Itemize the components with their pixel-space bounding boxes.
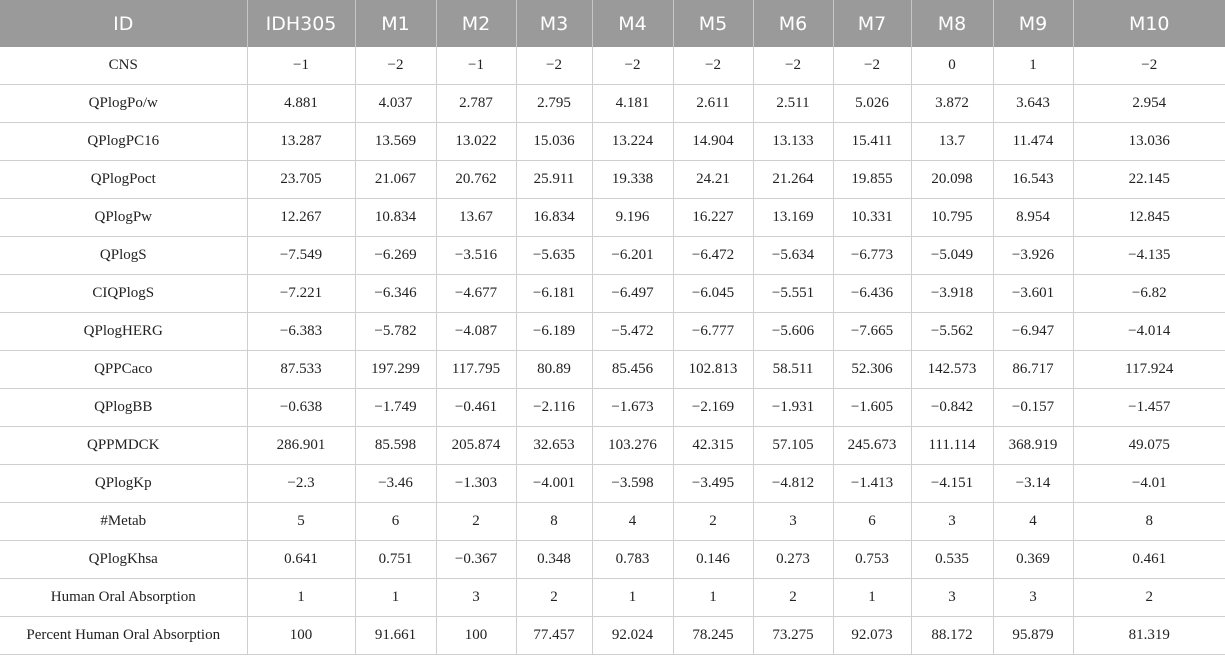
table-cell: 0.273 — [753, 541, 833, 579]
table-cell: 92.073 — [833, 617, 911, 655]
table-cell: 6 — [833, 503, 911, 541]
table-row — [0, 85, 1225, 123]
table-cell: 12.845 — [1073, 199, 1225, 237]
table-cell: 4 — [592, 503, 673, 541]
table-cell: 3 — [911, 503, 993, 541]
table-cell: 3 — [911, 579, 993, 617]
table-cell: 2 — [753, 579, 833, 617]
table-cell: −1.749 — [355, 389, 436, 427]
table-cell: 142.573 — [911, 351, 993, 389]
table-row — [0, 465, 1225, 503]
table-row — [0, 579, 1225, 617]
table-cell: 6 — [355, 503, 436, 541]
table-cell: 2.787 — [436, 85, 516, 123]
table-cell: −5.635 — [516, 237, 592, 275]
table-cell: −6.181 — [516, 275, 592, 313]
table-cell: −1.673 — [592, 389, 673, 427]
table-cell: −0.842 — [911, 389, 993, 427]
table-cell: 2.511 — [753, 85, 833, 123]
table-cell: −5.782 — [355, 313, 436, 351]
table-cell: 4.881 — [247, 85, 355, 123]
row-label-cell: CNS — [0, 47, 247, 85]
table-cell: −0.638 — [247, 389, 355, 427]
table-row — [0, 313, 1225, 351]
table-cell: 21.264 — [753, 161, 833, 199]
table-cell: 25.911 — [516, 161, 592, 199]
table-cell: 245.673 — [833, 427, 911, 465]
table-cell: −6.201 — [592, 237, 673, 275]
table-cell: 0.783 — [592, 541, 673, 579]
table-cell: 111.114 — [911, 427, 993, 465]
row-label-cell: Percent Human Oral Absorption — [0, 617, 247, 655]
table-cell: −2.116 — [516, 389, 592, 427]
table-cell: 23.705 — [247, 161, 355, 199]
table-cell: −3.918 — [911, 275, 993, 313]
table-cell: −3.14 — [993, 465, 1073, 503]
table-cell: 2 — [673, 503, 753, 541]
table-cell: 85.598 — [355, 427, 436, 465]
table-cell: 13.022 — [436, 123, 516, 161]
table-cell: 13.133 — [753, 123, 833, 161]
table-cell: −4.135 — [1073, 237, 1225, 275]
table-cell: 42.315 — [673, 427, 753, 465]
table-cell: 16.227 — [673, 199, 753, 237]
table-cell: 87.533 — [247, 351, 355, 389]
row-label-cell: QPlogBB — [0, 389, 247, 427]
table-cell: −7.549 — [247, 237, 355, 275]
table-cell: 117.924 — [1073, 351, 1225, 389]
table-cell: −3.601 — [993, 275, 1073, 313]
table-cell: −5.472 — [592, 313, 673, 351]
table-cell: −4.151 — [911, 465, 993, 503]
table-row — [0, 47, 1225, 85]
table-cell: −6.773 — [833, 237, 911, 275]
row-label-cell: QPlogPC16 — [0, 123, 247, 161]
table-cell: 78.245 — [673, 617, 753, 655]
table-cell: −2 — [516, 47, 592, 85]
table-cell: 2 — [436, 503, 516, 541]
table-cell: 73.275 — [753, 617, 833, 655]
row-label-cell: QPPMDCK — [0, 427, 247, 465]
table-cell: 0.146 — [673, 541, 753, 579]
table-cell: 91.661 — [355, 617, 436, 655]
table-cell: 1 — [673, 579, 753, 617]
table-cell: 0.348 — [516, 541, 592, 579]
row-label-cell: QPlogS — [0, 237, 247, 275]
table-cell: 5 — [247, 503, 355, 541]
table-cell: 13.287 — [247, 123, 355, 161]
column-header-m4: M4 — [592, 0, 673, 47]
table-cell: −0.157 — [993, 389, 1073, 427]
table-cell: −6.82 — [1073, 275, 1225, 313]
table-cell: −1 — [247, 47, 355, 85]
row-label-cell: CIQPlogS — [0, 275, 247, 313]
table-cell: −7.665 — [833, 313, 911, 351]
row-label-cell: #Metab — [0, 503, 247, 541]
table-row — [0, 199, 1225, 237]
table-cell: 49.075 — [1073, 427, 1225, 465]
table-cell: 9.196 — [592, 199, 673, 237]
column-header-m8: M8 — [911, 0, 993, 47]
table-cell: −5.049 — [911, 237, 993, 275]
table-cell: −0.461 — [436, 389, 516, 427]
table-cell: 24.21 — [673, 161, 753, 199]
row-label-cell: QPPCaco — [0, 351, 247, 389]
table-cell: 77.457 — [516, 617, 592, 655]
table-cell: 20.098 — [911, 161, 993, 199]
table-body — [0, 47, 1225, 655]
table-cell: 0.369 — [993, 541, 1073, 579]
table-cell: −1.413 — [833, 465, 911, 503]
table-cell: 102.813 — [673, 351, 753, 389]
table-cell: 0 — [911, 47, 993, 85]
table-cell: 95.879 — [993, 617, 1073, 655]
column-header-m1: M1 — [355, 0, 436, 47]
table-cell: 10.795 — [911, 199, 993, 237]
table-cell: −0.367 — [436, 541, 516, 579]
table-cell: 100 — [436, 617, 516, 655]
table-cell: −1.605 — [833, 389, 911, 427]
row-label-cell: QPlogKp — [0, 465, 247, 503]
table-cell: 3.643 — [993, 85, 1073, 123]
column-header-m9: M9 — [993, 0, 1073, 47]
table-cell: −2 — [833, 47, 911, 85]
table-cell: 100 — [247, 617, 355, 655]
table-cell: 5.026 — [833, 85, 911, 123]
table-cell: 8.954 — [993, 199, 1073, 237]
table-cell: 286.901 — [247, 427, 355, 465]
table-cell: 16.834 — [516, 199, 592, 237]
table-cell: 3.872 — [911, 85, 993, 123]
table-cell: −1 — [436, 47, 516, 85]
table-cell: −4.087 — [436, 313, 516, 351]
table-row — [0, 123, 1225, 161]
table-cell: −4.677 — [436, 275, 516, 313]
column-header-idh305: IDH305 — [247, 0, 355, 47]
table-cell: 13.569 — [355, 123, 436, 161]
table-row — [0, 275, 1225, 313]
table-row — [0, 617, 1225, 655]
table-cell: 80.89 — [516, 351, 592, 389]
table-cell: 58.511 — [753, 351, 833, 389]
table-cell: 19.338 — [592, 161, 673, 199]
table-cell: −7.221 — [247, 275, 355, 313]
column-header-m10: M10 — [1073, 0, 1225, 47]
table-cell: 103.276 — [592, 427, 673, 465]
table-row — [0, 237, 1225, 275]
table-cell: 1 — [355, 579, 436, 617]
table-cell: 10.331 — [833, 199, 911, 237]
table-cell: 4.037 — [355, 85, 436, 123]
table-cell: 0.753 — [833, 541, 911, 579]
table-cell: 2.795 — [516, 85, 592, 123]
table-cell: 2 — [1073, 579, 1225, 617]
row-label-cell: QPlogHERG — [0, 313, 247, 351]
table-cell: −6.436 — [833, 275, 911, 313]
column-header-m7: M7 — [833, 0, 911, 47]
table-cell: −6.777 — [673, 313, 753, 351]
table-cell: 1 — [592, 579, 673, 617]
table-cell: 10.834 — [355, 199, 436, 237]
table-cell: 1 — [993, 47, 1073, 85]
table-cell: 368.919 — [993, 427, 1073, 465]
table-cell: 14.904 — [673, 123, 753, 161]
table-cell: 81.319 — [1073, 617, 1225, 655]
table-cell: 13.7 — [911, 123, 993, 161]
table-cell: 57.105 — [753, 427, 833, 465]
table-cell: 11.474 — [993, 123, 1073, 161]
table-cell: 8 — [1073, 503, 1225, 541]
table-cell: 20.762 — [436, 161, 516, 199]
table-cell: 2.611 — [673, 85, 753, 123]
table-cell: 13.036 — [1073, 123, 1225, 161]
table-cell: −2 — [673, 47, 753, 85]
table-row — [0, 427, 1225, 465]
table-cell: −1.303 — [436, 465, 516, 503]
table-cell: −2 — [753, 47, 833, 85]
table-cell: −2 — [592, 47, 673, 85]
table-cell: −6.045 — [673, 275, 753, 313]
table-cell: −6.346 — [355, 275, 436, 313]
table-cell: −6.383 — [247, 313, 355, 351]
table-cell: 1 — [833, 579, 911, 617]
table-cell: 32.653 — [516, 427, 592, 465]
table-row — [0, 161, 1225, 199]
column-header-m5: M5 — [673, 0, 753, 47]
table-row — [0, 541, 1225, 579]
table-cell: 52.306 — [833, 351, 911, 389]
table-cell: 3 — [753, 503, 833, 541]
table-cell: 85.456 — [592, 351, 673, 389]
table-cell: 22.145 — [1073, 161, 1225, 199]
table-cell: −4.812 — [753, 465, 833, 503]
row-label-cell: Human Oral Absorption — [0, 579, 247, 617]
table-cell: −3.46 — [355, 465, 436, 503]
row-label-cell: QPlogPw — [0, 199, 247, 237]
table-cell: −5.634 — [753, 237, 833, 275]
table-cell: −4.001 — [516, 465, 592, 503]
table-cell: −2.3 — [247, 465, 355, 503]
table-cell: 13.67 — [436, 199, 516, 237]
column-header-m6: M6 — [753, 0, 833, 47]
table-cell: 3 — [436, 579, 516, 617]
table-cell: 13.224 — [592, 123, 673, 161]
column-header-m3: M3 — [516, 0, 592, 47]
table-cell: 88.172 — [911, 617, 993, 655]
table-cell: 92.024 — [592, 617, 673, 655]
table-row — [0, 389, 1225, 427]
table-cell: 2.954 — [1073, 85, 1225, 123]
table-cell: −6.497 — [592, 275, 673, 313]
table-cell: 13.169 — [753, 199, 833, 237]
row-label-cell: QPlogPoct — [0, 161, 247, 199]
table-row — [0, 503, 1225, 541]
table-cell: 15.411 — [833, 123, 911, 161]
table-cell: −6.269 — [355, 237, 436, 275]
table-cell: −4.01 — [1073, 465, 1225, 503]
table-cell: −3.516 — [436, 237, 516, 275]
table-cell: 16.543 — [993, 161, 1073, 199]
table-cell: −2 — [355, 47, 436, 85]
table-cell: −6.189 — [516, 313, 592, 351]
table-cell: −6.472 — [673, 237, 753, 275]
table-cell: −1.931 — [753, 389, 833, 427]
row-label-cell: QPlogPo/w — [0, 85, 247, 123]
column-header-m2: M2 — [436, 0, 516, 47]
table-cell: 0.535 — [911, 541, 993, 579]
table-cell: −3.495 — [673, 465, 753, 503]
table-cell: 117.795 — [436, 351, 516, 389]
table-cell: 4.181 — [592, 85, 673, 123]
table-cell: −3.598 — [592, 465, 673, 503]
table-cell: 0.751 — [355, 541, 436, 579]
row-label-cell: QPlogKhsa — [0, 541, 247, 579]
table-cell: −3.926 — [993, 237, 1073, 275]
table-cell: −6.947 — [993, 313, 1073, 351]
table-cell: 8 — [516, 503, 592, 541]
table-cell: 0.461 — [1073, 541, 1225, 579]
column-header-id: ID — [0, 0, 247, 47]
table-cell: −5.562 — [911, 313, 993, 351]
table-cell: −4.014 — [1073, 313, 1225, 351]
table-cell: −2 — [1073, 47, 1225, 85]
table-cell: 3 — [993, 579, 1073, 617]
table-cell: 15.036 — [516, 123, 592, 161]
table-row — [0, 351, 1225, 389]
table-cell: 86.717 — [993, 351, 1073, 389]
table-cell: −5.551 — [753, 275, 833, 313]
table-cell: 2 — [516, 579, 592, 617]
table-cell: 205.874 — [436, 427, 516, 465]
table-cell: 12.267 — [247, 199, 355, 237]
table-cell: 1 — [247, 579, 355, 617]
header-row — [0, 0, 1225, 47]
table-cell: −5.606 — [753, 313, 833, 351]
table-cell: 4 — [993, 503, 1073, 541]
table-cell: 0.641 — [247, 541, 355, 579]
table-cell: −2.169 — [673, 389, 753, 427]
table-cell: 19.855 — [833, 161, 911, 199]
table-cell: 21.067 — [355, 161, 436, 199]
table-cell: −1.457 — [1073, 389, 1225, 427]
table-cell: 197.299 — [355, 351, 436, 389]
